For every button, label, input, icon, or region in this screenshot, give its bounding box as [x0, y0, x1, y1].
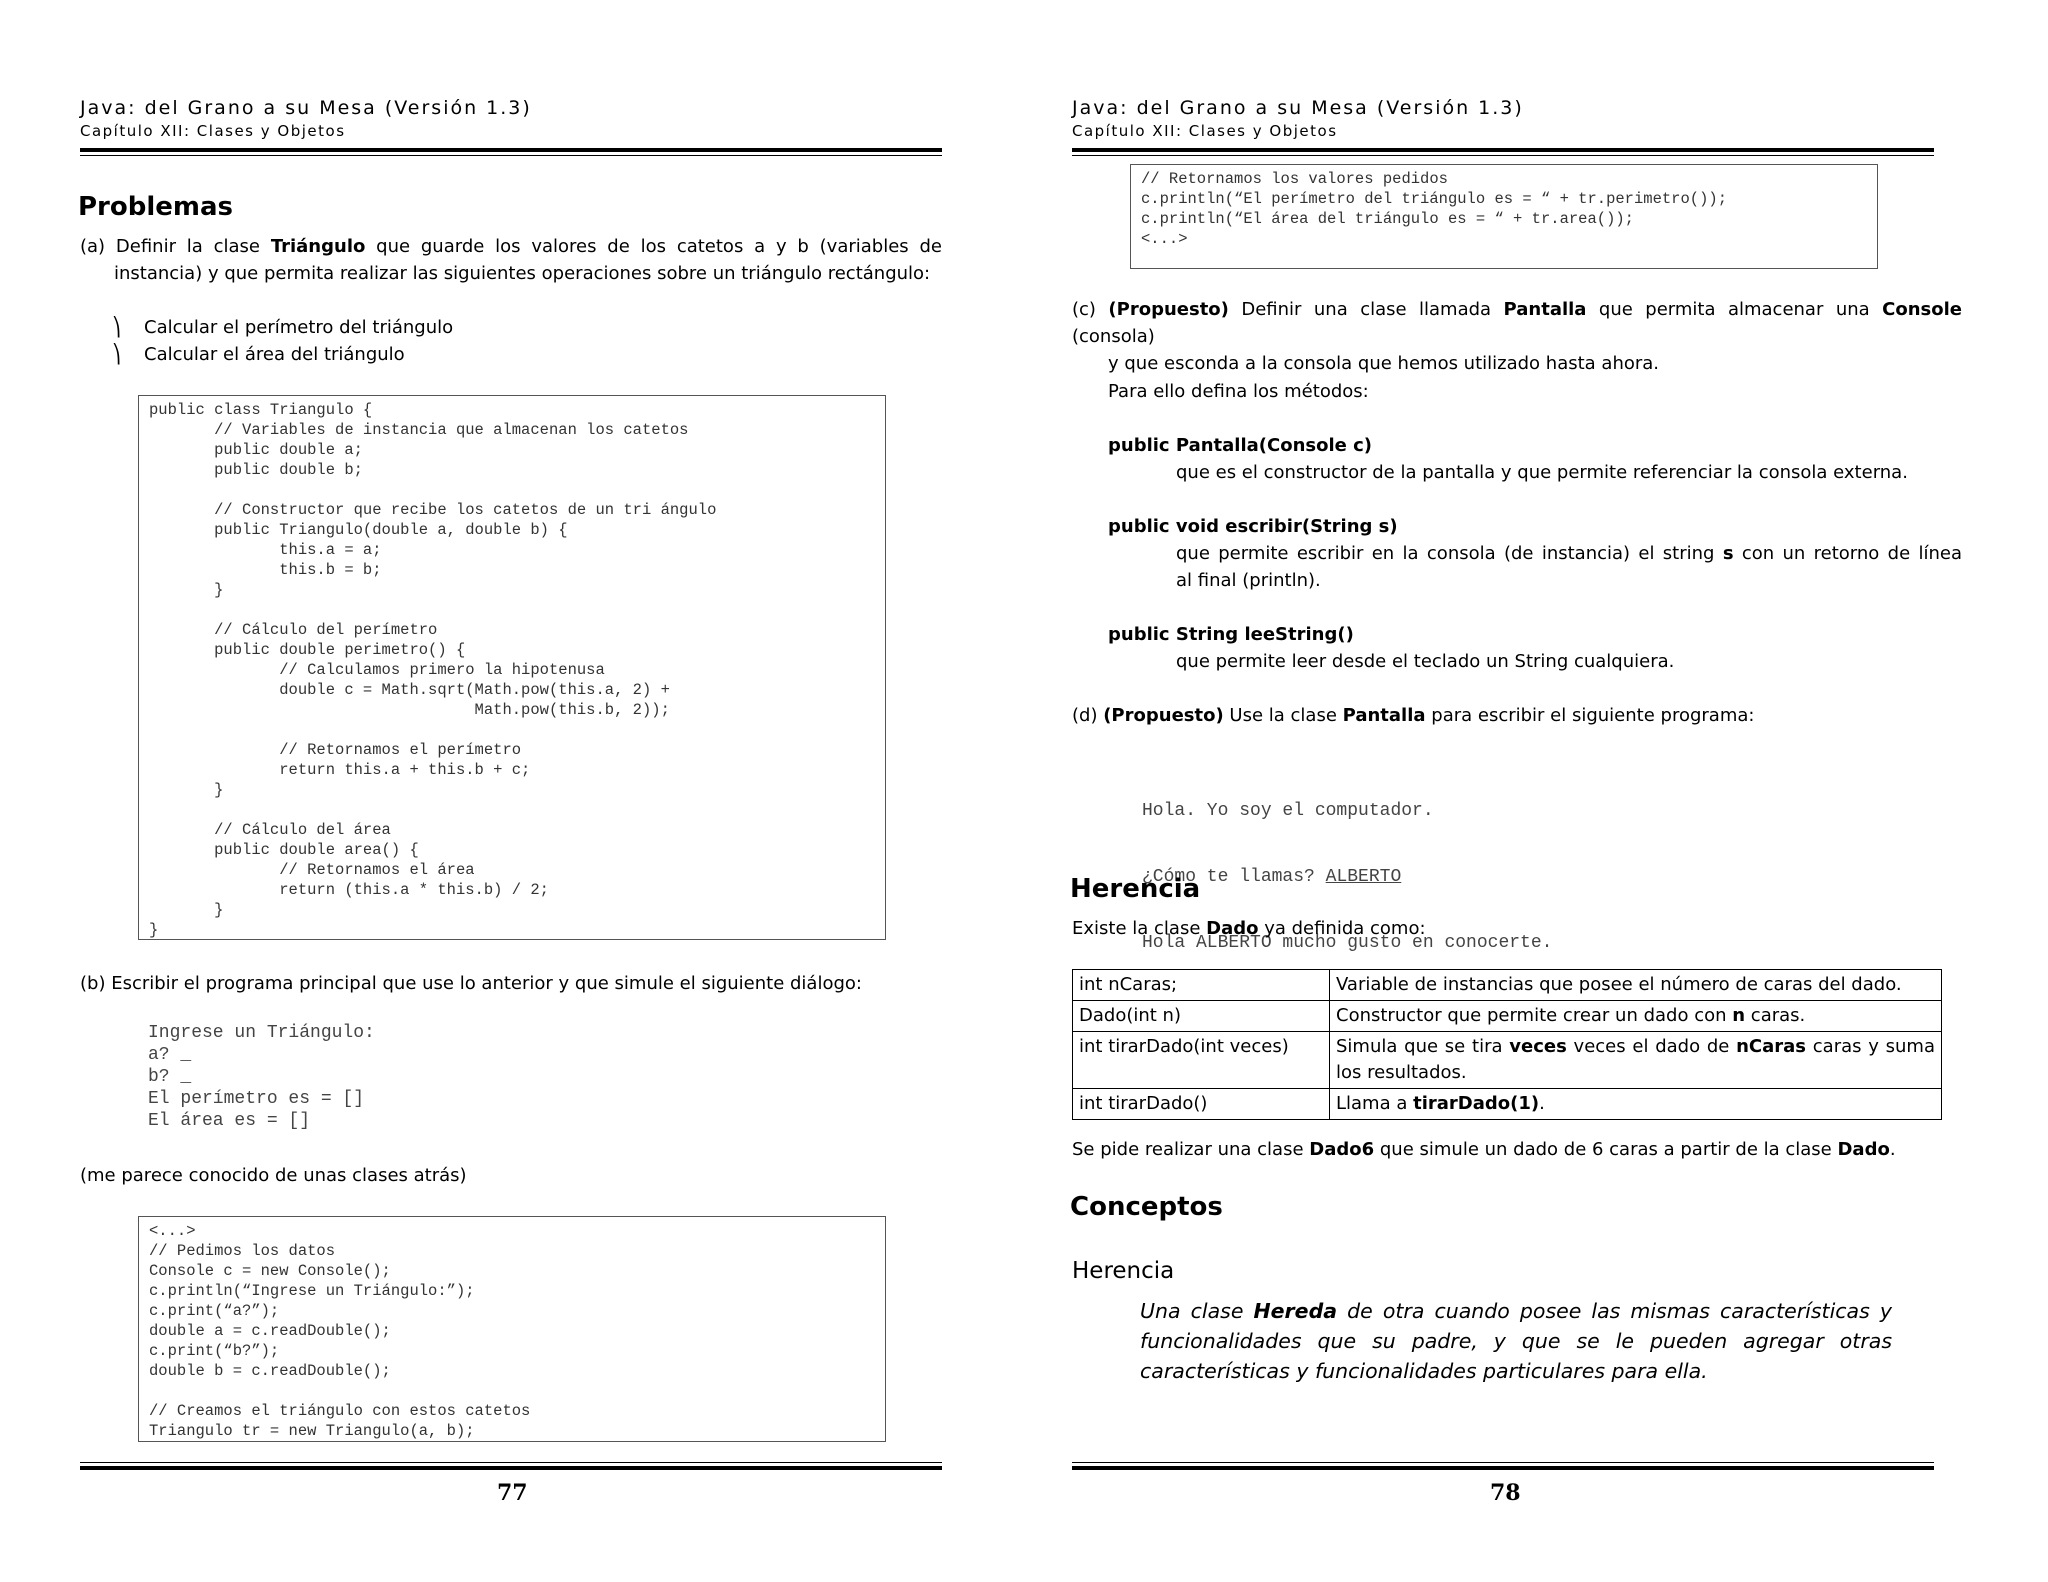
- note-text: (me parece conocido de unas clases atrás): [80, 1165, 467, 1186]
- definition-term: Hereda: [1253, 1299, 1338, 1323]
- table-cell-signature: int nCaras;: [1073, 970, 1330, 1001]
- task-class-dado6: Dado6: [1309, 1139, 1375, 1160]
- herencia-class-dado: Dado: [1206, 918, 1259, 939]
- problem-a-line2: instancia) y que permita realizar las siguientes operaciones sobre un triángulo rectángulo:: [114, 263, 931, 284]
- table-cell-signature: int tirarDado(): [1073, 1089, 1330, 1120]
- footer-rule-thin: [1072, 1462, 1934, 1463]
- problem-d-text-1: Use la clase: [1223, 705, 1343, 726]
- table-cell-signature: Dado(int n): [1073, 1001, 1330, 1032]
- problem-d-text-2: para escribir el siguiente programa:: [1425, 705, 1755, 726]
- problem-d-propuesto: (Propuesto): [1103, 705, 1224, 726]
- header-rule-thin: [1072, 155, 1934, 156]
- dialog-user-input: ALBERTO: [1325, 867, 1402, 887]
- method-1-description: que es el constructor de la pantalla y que permite referenciar la consola externa.: [1176, 462, 1908, 483]
- problem-b: (b) Escribir el programa principal que use lo anterior y que simule el siguiente diálogo:: [80, 973, 862, 994]
- problem-c-propuesto: (Propuesto): [1108, 299, 1229, 320]
- section-title-conceptos: Conceptos: [1070, 1192, 1223, 1222]
- dialog-line-1: Hola. Yo soy el computador.: [1142, 801, 1434, 821]
- table-cell-signature: int tirarDado(int veces): [1073, 1032, 1330, 1089]
- method-1-signature: public Pantalla(Console c): [1108, 435, 1373, 456]
- table-cell-description: Constructor que permite crear un dado con n caras.: [1330, 1001, 1942, 1032]
- problem-a-class-name: Triángulo: [270, 236, 366, 257]
- bullet-marker: ⎞: [112, 317, 121, 338]
- section-title-herencia: Herencia: [1070, 874, 1201, 904]
- method-2-description: [1176, 540, 1962, 594]
- header-rule-thin: [80, 155, 942, 156]
- dialog-example-pantalla: [1142, 756, 1552, 998]
- problem-a-text-1: (a) Definir la clase: [80, 236, 271, 257]
- problem-a: [80, 233, 942, 287]
- method-3-description: que permite leer desde el teclado un String cualquiera.: [1176, 651, 1675, 672]
- header-rule: [80, 148, 942, 152]
- bullet-item: [112, 314, 453, 341]
- code-block-main: [138, 1216, 886, 1442]
- bullet-item: [112, 341, 453, 368]
- code-block-output: [1130, 164, 1878, 269]
- method-2-desc-param: s: [1722, 543, 1734, 564]
- table-row: [1073, 1001, 1942, 1032]
- running-header-chapter: Capítulo XII: Clases y Objetos: [80, 122, 346, 140]
- definition-herencia: Una clase Hereda de otra cuando posee las mismas características y funcionalidades que su padre, y que se le pueden agregar otras características y funcionalidades particulares para ella.: [1140, 1299, 1892, 1383]
- dialog-example-triangulo: Ingrese un Triángulo: a? _ b? _ El perímetro es = [] El área es = []: [148, 1023, 375, 1131]
- problem-a-text-2: que guarde los valores de los catetos a y b (variables de: [365, 236, 942, 257]
- section-title-problemas: Problemas: [78, 192, 234, 222]
- problem-c-class-pantalla: Pantalla: [1503, 299, 1587, 320]
- table-row: [1073, 970, 1942, 1001]
- table-cell-description: Llama a tirarDado(1).: [1330, 1089, 1942, 1120]
- problem-c-line2: y que esconda a la consola que hemos utilizado hasta ahora.: [1108, 353, 1660, 374]
- footer-rule-thin: [80, 1462, 942, 1463]
- footer-rule: [80, 1466, 942, 1470]
- code-main-program: <...> // Pedimos los datos Console c = new Console(); c.println(“Ingrese un Triángulo:”); c.print(“a?”); double a = c.readDouble(); c.print(“b?”); double b = c.readDouble(); // Creamos el triángulo con estos catetos Triangulo tr = new Triangulo(a, b);: [149, 1222, 531, 1440]
- dialog-line-2: ¿Cómo te llamas? ALBERTO: [1142, 867, 1402, 887]
- running-header-title: Java: del Grano a su Mesa (Versión 1.3): [80, 97, 532, 119]
- problem-c-text-2: que permita almacenar una: [1586, 299, 1883, 320]
- running-header-chapter: Capítulo XII: Clases y Objetos: [1072, 122, 1338, 140]
- methods-intro: Para ello defina los métodos:: [1108, 381, 1369, 402]
- problem-c-class-console: Console: [1882, 299, 1962, 320]
- bullet-list: [112, 314, 453, 368]
- method-2-desc-text-2: con un retorno de línea: [1733, 543, 1962, 564]
- table-row: [1073, 1089, 1942, 1120]
- dialog-line-3: Hola ALBERTO mucho gusto en conocerte.: [1142, 933, 1553, 953]
- bullet-marker: ⎞: [112, 344, 121, 365]
- method-3-signature: public String leeString(): [1108, 624, 1354, 645]
- method-2-desc-text-1: que permite escribir en la consola (de instancia) el string: [1176, 543, 1723, 564]
- problem-d: [1072, 702, 1754, 729]
- problem-d-class-pantalla: Pantalla: [1342, 705, 1426, 726]
- running-header-title: Java: del Grano a su Mesa (Versión 1.3): [1072, 97, 1524, 119]
- subsection-title-herencia: Herencia: [1072, 1258, 1175, 1284]
- footer-rule: [1072, 1466, 1934, 1470]
- bullet-text: Calcular el área del triángulo: [144, 344, 405, 365]
- problem-c-label: (c): [1072, 299, 1109, 320]
- problem-c-text-1: Definir una clase llamada: [1228, 299, 1504, 320]
- right-page: [1024, 0, 2048, 1582]
- code-output-lines: // Retornamos los valores pedidos c.println(“El perímetro del triángulo es = “ + tr.perimetro()); c.println(“El área del triángulo es = “ + tr.area()); <...>: [1141, 170, 1727, 248]
- table-cell-description: Variable de instancias que posee el número de caras del dado.: [1330, 970, 1942, 1001]
- task-class-dado: Dado: [1837, 1139, 1890, 1160]
- dado-api-table: [1072, 969, 1942, 1120]
- problem-c: [1072, 296, 1962, 377]
- problem-c-text-3: (consola): [1072, 326, 1155, 347]
- task-dado6: Se pide realizar una clase Dado6 que simule un dado de 6 caras a partir de la clase Dado.: [1072, 1139, 1896, 1160]
- problem-d-label: (d): [1072, 705, 1104, 726]
- code-block-triangulo: [138, 395, 886, 940]
- page-number: 77: [497, 1480, 528, 1506]
- herencia-intro: Existe la clase Dado ya definida como:: [1072, 918, 1426, 939]
- code-triangulo-class: public class Triangulo { // Variables de instancia que almacenan los catetos public double a; public double b; // Constructor que recibe los catetos de un tri ángulo public Triangulo(double a, double b) { this.a = a; this.b = b; } // Cálculo del perímetro public double perimetro() { // Calculamos primero la hipotenusa double c = Math.sqrt(Math.pow(this.a, 2) + Math.pow(this.b, 2)); // Retornamos el perímetro return this.a + this.b + c; } // Cálculo del área public double area() { // Retornamos el área return (this.a * this.b) / 2; } }: [149, 401, 717, 939]
- header-rule: [1072, 148, 1934, 152]
- method-2-desc-line2: al final (println).: [1176, 570, 1321, 591]
- table-row: [1073, 1032, 1942, 1089]
- bullet-text: Calcular el perímetro del triángulo: [144, 317, 454, 338]
- page-number: 78: [1490, 1480, 1521, 1506]
- table-cell-description: Simula que se tira veces veces el dado de nCaras caras y suma los resultados.: [1330, 1032, 1942, 1089]
- method-2-signature: public void escribir(String s): [1108, 516, 1398, 537]
